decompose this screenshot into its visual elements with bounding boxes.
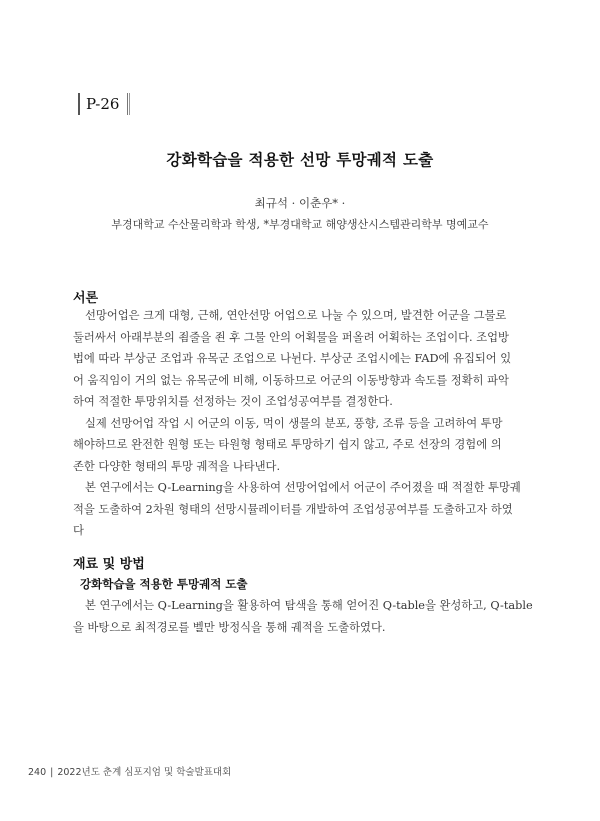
methods-line: 을 바탕으로 최적경로를 벨만 방정식을 통해 궤적을 도출하였다.: [73, 620, 386, 634]
intro-heading: 서론: [73, 291, 99, 306]
code-tag-divider: [129, 93, 130, 115]
intro-line: 적을 도출하여 2차원 형태의 선망시뮬레이터를 개발하여 조업성공여부를 도출하고자 하였: [73, 502, 513, 516]
event-name: 2022년도 춘계 심포지엄 및 학술발표대회: [57, 767, 232, 778]
intro-line: 본 연구에서는 Q-Learning을 사용하여 선망어업에서 어군이 주어졌을 때 적절한 투망궤: [85, 481, 521, 494]
intro-line: 둘러싸서 아래부분의 죔줄을 죈 후 그물 안의 어획물을 퍼올려 어획하는 조업이다. 조업방: [73, 330, 509, 344]
abstract-code: P-26: [86, 95, 120, 113]
intro-line: 선망어업은 크게 대형, 근해, 연안선망 어업으로 나눌 수 있으며, 발견한 어군을 그물로: [85, 309, 507, 322]
intro-line: 어 움직임이 거의 없는 유목군에 비해, 이동하므로 어군의 이동방향과 속도를 정확히 파악: [73, 373, 509, 387]
footer-separator: |: [50, 767, 54, 778]
author-list: 최규석 · 이춘우* ·: [254, 196, 346, 210]
abstract-code-tag: [78, 93, 128, 115]
intro-line: 하여 적절한 투망위치를 선정하는 것이 조업성공여부를 결정한다.: [73, 395, 393, 408]
methods-subheading: 강화학습을 적용한 투망궤적 도출: [80, 577, 248, 591]
page-footer: [28, 764, 231, 778]
methods-heading: 재료 및 방법: [73, 557, 145, 572]
paper-title: 강화학습을 적용한 선망 투망궤적 도출: [166, 150, 434, 169]
intro-paragraph: [73, 305, 528, 542]
intro-line: 법에 따라 부상군 조업과 유목군 조업으로 나뉜다. 부상군 조업시에는 FAD에 유집되어 있: [73, 352, 512, 365]
intro-line: 다: [73, 524, 84, 537]
methods-line: 본 연구에서는 Q-Learning을 활용하여 탐색을 통해 얻어진 Q-table을 완성하고, Q-table: [85, 599, 533, 612]
author-affiliation: 부경대학교 수산물리학과 학생, *부경대학교 해양생산시스템관리학부 명예교수: [111, 218, 489, 231]
page-number: 240: [28, 767, 47, 778]
methods-paragraph: [73, 595, 533, 638]
intro-line: 존한 다양한 형태의 투망 궤적을 나타낸다.: [73, 459, 281, 473]
intro-line: 실제 선망어업 작업 시 어군의 이동, 먹이 생물의 분포, 풍향, 조류 등을 고려하여 투망: [85, 416, 503, 430]
intro-line: 해야하므로 완전한 원형 또는 타원형 형태로 투망하기 쉽지 않고, 주로 선장의 경험에 의: [73, 438, 502, 451]
